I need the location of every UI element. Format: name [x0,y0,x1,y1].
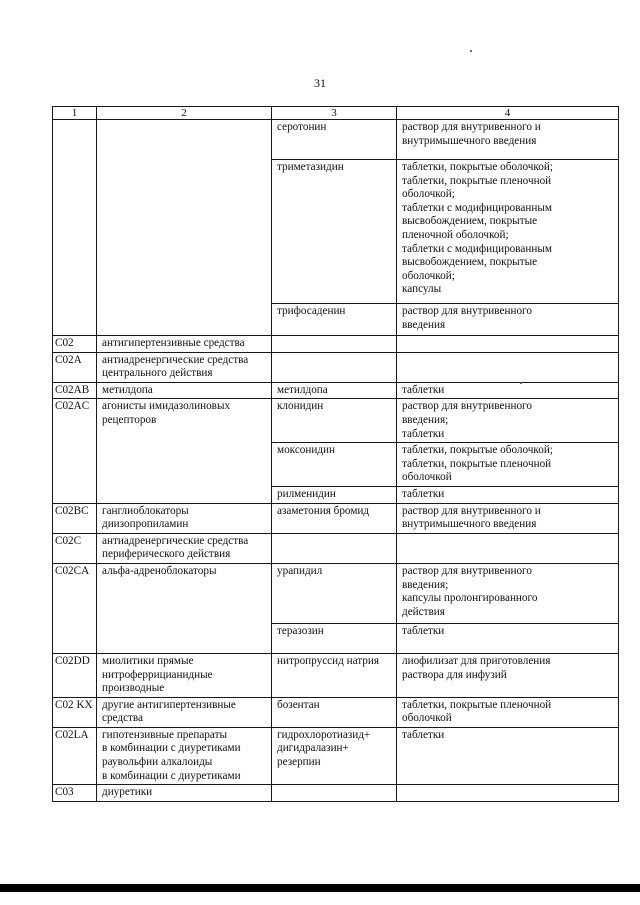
atc-code-cell: C02CA [53,563,97,653]
dosage-form-cell: таблетки, покрытые пленочной оболочкой [397,697,619,727]
table-row [53,563,619,623]
dosage-form-cell: таблетки [397,382,619,399]
table-row [53,533,619,563]
scan-speck [520,382,522,384]
atc-code-cell: C02A [53,352,97,382]
dosage-form-cell: таблетки [397,623,619,653]
group-cell: антиадренергические средства периферического действия [97,533,272,563]
atc-code-cell: C02 [53,336,97,353]
substance-cell: моксонидин [272,443,397,487]
group-cell: альфа-адреноблокаторы [97,563,272,653]
atc-code-cell: C02 KX [53,697,97,727]
group-cell: миолитики прямые нитроферрицианидные производные [97,653,272,697]
table-row [53,336,619,353]
table-row [53,653,619,697]
atc-code-cell [53,120,97,336]
group-cell: антиадренергические средства центрального действия [97,352,272,382]
scan-edge-bar [0,884,640,892]
header-cell-3: 3 [272,107,397,120]
table-row [53,785,619,802]
atc-code-cell: C02C [53,533,97,563]
substance-cell: бозентан [272,697,397,727]
substance-cell: азаметония бромид [272,503,397,533]
page-number: 31 [314,76,326,90]
group-cell: метилдопа [97,382,272,399]
scan-speck [470,50,472,52]
group-cell: антигипертензивные средства [97,336,272,353]
header-cell-1: 1 [53,107,97,120]
substance-cell: трифосаденин [272,304,397,336]
dosage-form-cell [397,533,619,563]
dosage-form-cell: таблетки [397,486,619,503]
substance-cell [272,352,397,382]
table-row [53,727,619,784]
dosage-form-cell: таблетки, покрытые оболочкой; таблетки, покрытые пленочной оболочкой; таблетки с модифицированным высвобождением, покрытые пленочной оболочкой; таблетки с модифицированным высвобождением, покрытые оболочкой; капсулы [397,160,619,304]
table-row [53,503,619,533]
substance-cell: урапидил [272,563,397,623]
group-cell [97,120,272,336]
group-cell: гипотензивные препараты в комбинации с диуретиками раувольфии алкалоиды в комбинации с диуретиками [97,727,272,784]
dosage-form-cell [397,352,619,382]
table-row [53,382,619,399]
substance-cell: триметазидин [272,160,397,304]
dosage-form-cell: раствор для внутривенного и внутримышечного введения [397,503,619,533]
substance-cell: метилдопа [272,382,397,399]
substance-cell: клонидин [272,399,397,443]
group-cell: ганглиоблокаторы диизопропиламин [97,503,272,533]
table-row [53,120,619,160]
atc-code-cell: C02BC [53,503,97,533]
atc-code-cell: C02AB [53,382,97,399]
substance-cell [272,533,397,563]
group-cell: диуретики [97,785,272,802]
substance-cell [272,336,397,353]
header-cell-2: 2 [97,107,272,120]
header-cell-4: 4 [397,107,619,120]
substance-cell: теразозин [272,623,397,653]
dosage-form-cell: раствор для внутривенного введения; капсулы пролонгированного действия [397,563,619,623]
substance-cell [272,785,397,802]
atc-code-cell: C02LA [53,727,97,784]
atc-code-cell: C03 [53,785,97,802]
atc-code-cell: C02DD [53,653,97,697]
dosage-form-cell: раствор для внутривенного введения; таблетки [397,399,619,443]
atc-code-cell: C02AC [53,399,97,503]
dosage-form-cell: таблетки [397,727,619,784]
drug-classification-table [52,106,619,802]
dosage-form-cell: раствор для внутривенного введения [397,304,619,336]
substance-cell: рилменидин [272,486,397,503]
header-row [53,107,619,120]
table-row [53,697,619,727]
substance-cell: нитропруссид натрия [272,653,397,697]
table-row [53,399,619,443]
dosage-form-cell [397,336,619,353]
dosage-form-cell: таблетки, покрытые оболочкой; таблетки, покрытые пленочной оболочкой [397,443,619,487]
dosage-form-cell: лиофилизат для приготовления раствора для инфузий [397,653,619,697]
dosage-form-cell [397,785,619,802]
dosage-form-cell: раствор для внутривенного и внутримышечного введения [397,120,619,160]
group-cell: агонисты имидазолиновых рецепторов [97,399,272,503]
table-row [53,352,619,382]
substance-cell: серотонин [272,120,397,160]
substance-cell: гидрохлоротиазид+ дигидралазин+ резерпин [272,727,397,784]
group-cell: другие антигипертензивные средства [97,697,272,727]
